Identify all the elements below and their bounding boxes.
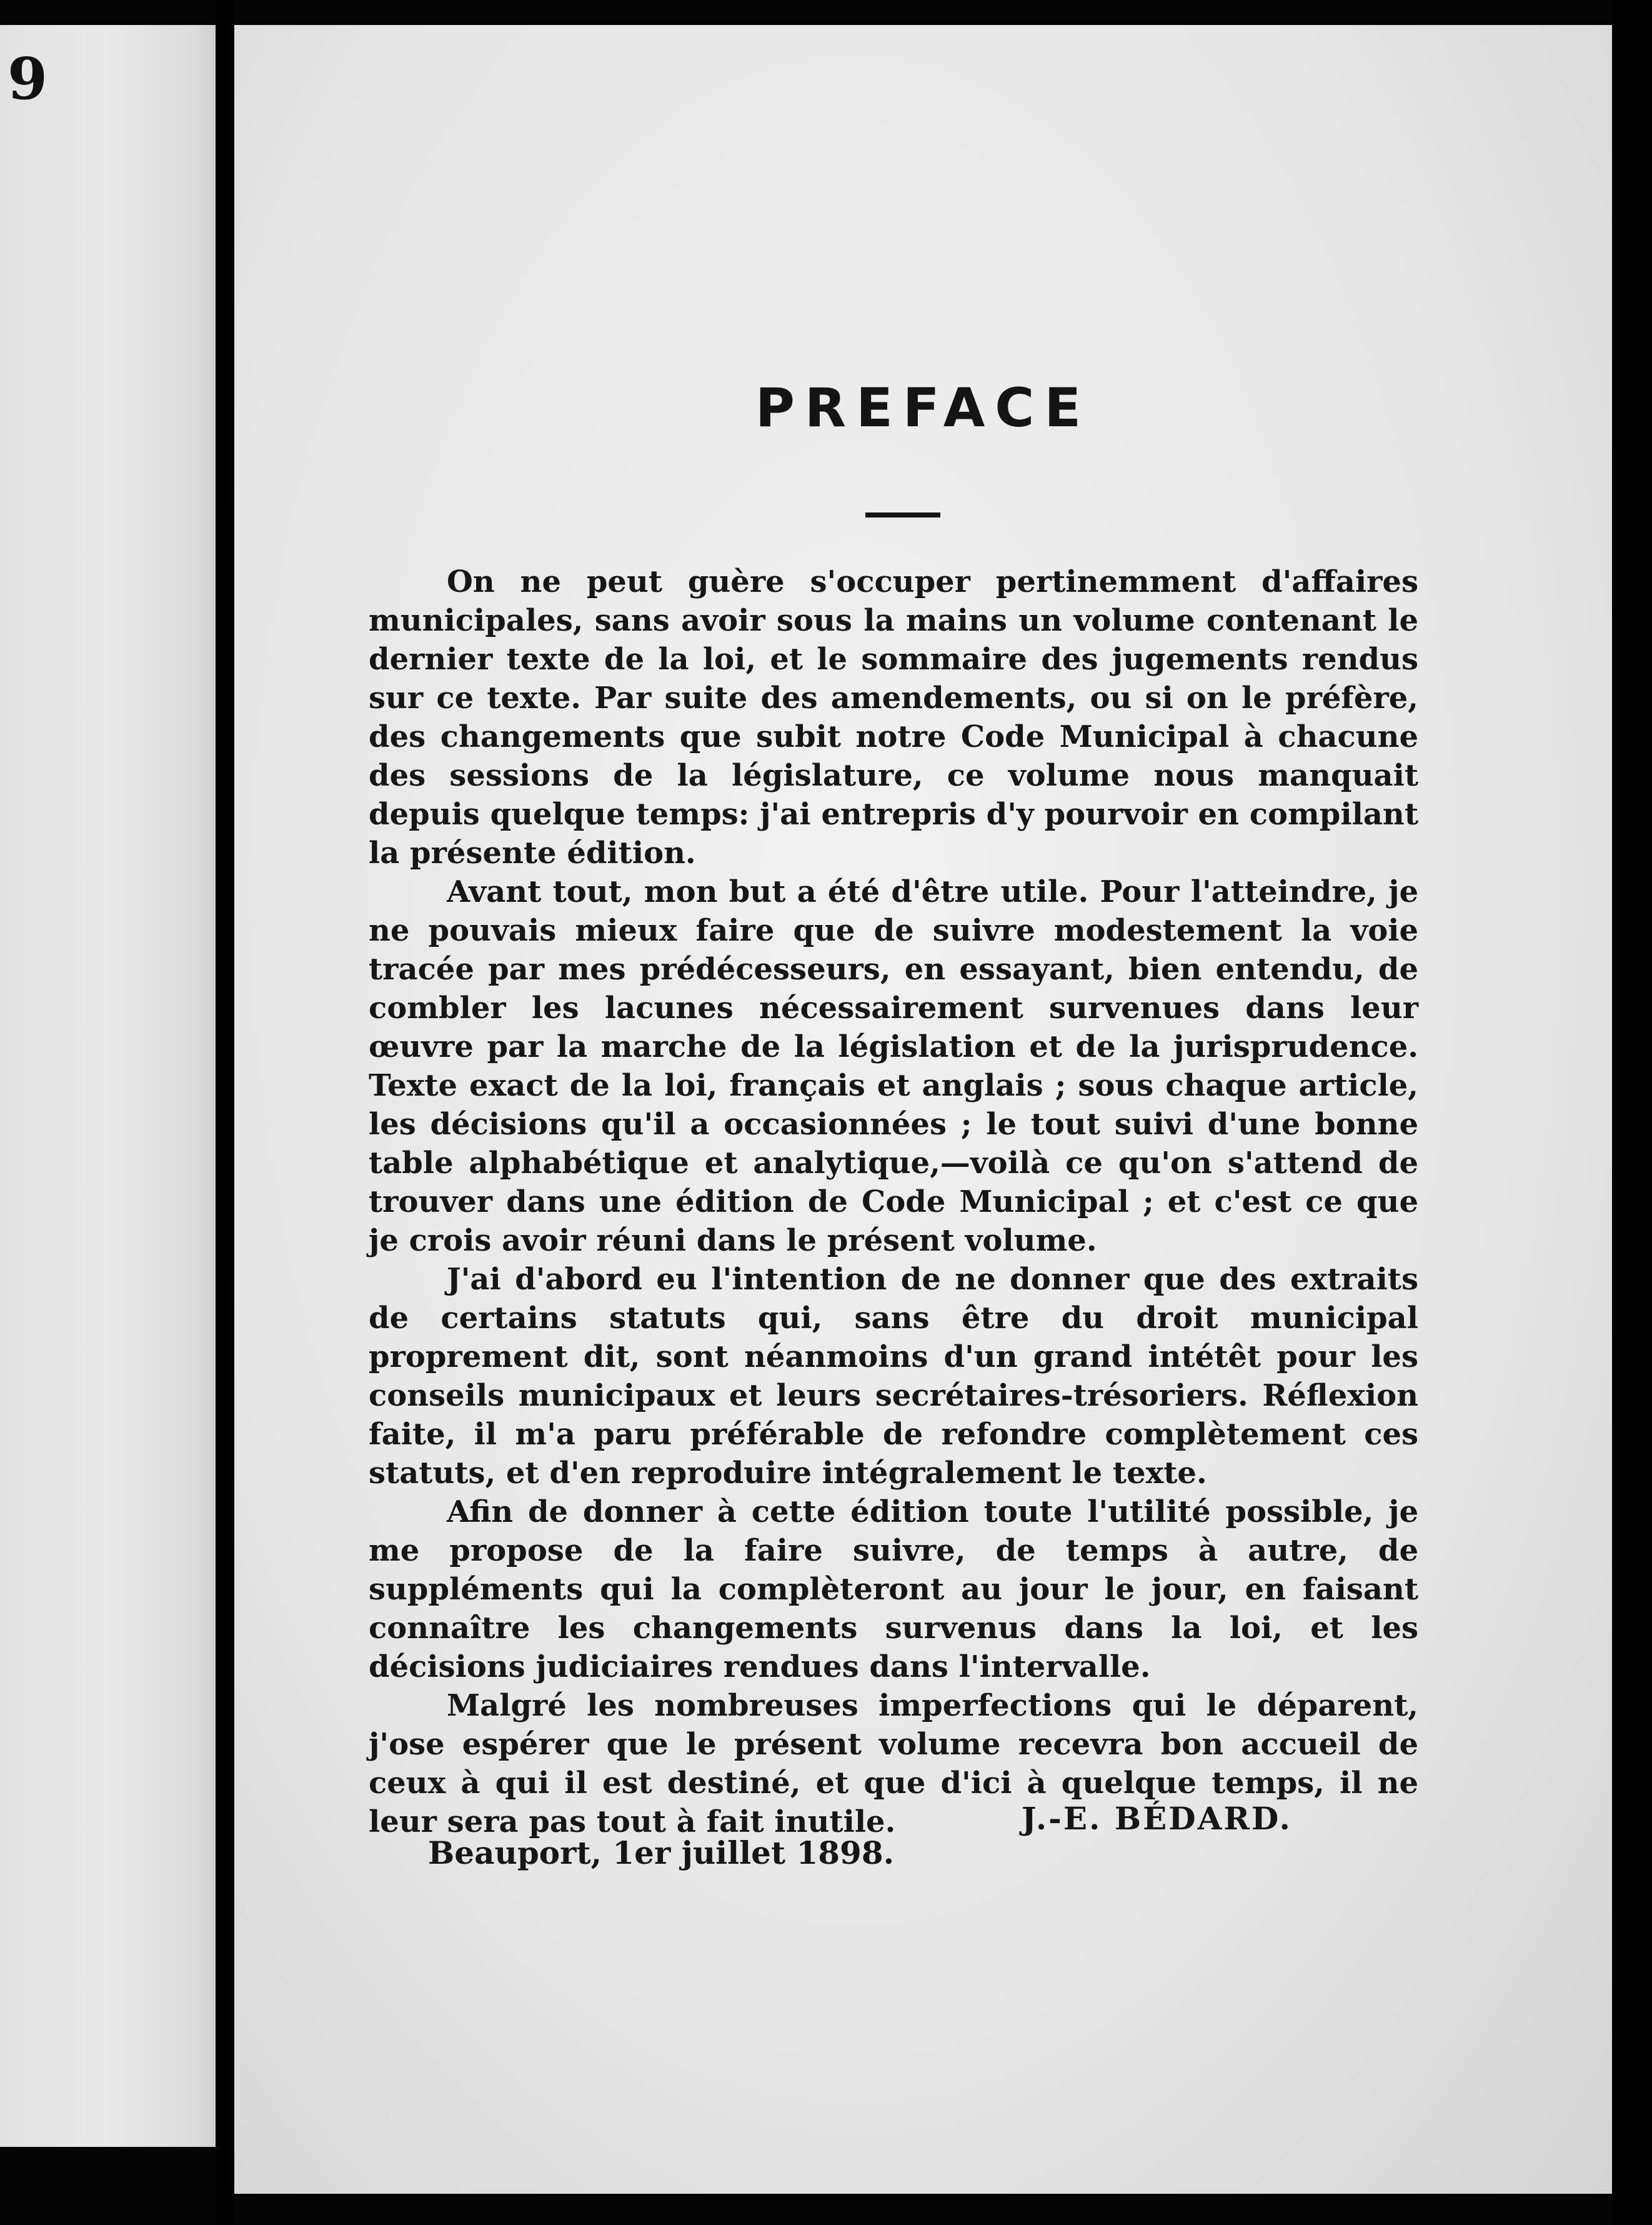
title-rule [865, 512, 940, 518]
paragraph-2: Avant tout, mon but a été d'être utile. Pour l'atteindre, je ne pouvais mieux faire que de suivre modestement la voie tracée par mes prédécesseurs, en essayant, bien entendu, de combler les lacunes nécessairement survenues dans leur œuvre par la marche de la législation et de la jurisprudence. Texte exact de la loi, français et anglais ; sous chaque article, les décisions qu'il a occasionnées ; le tout suivi d'une bonne table alphabétique et analytique,—voilà ce qu'on s'attend de trouver dans une édition de Code Municipal ; et c'est ce que je crois avoir réuni dans le présent volume. [369, 874, 1418, 1258]
main-page [234, 25, 1612, 2194]
paragraph-4: Afin de donner à cette édition toute l'utilité possible, je me propose de la faire suivre, de temps à autre, de suppléments qui la complèteront au jour le jour, en faisant connaître les changements survenus dans la loi, et les décisions judiciaires rendues dans l'intervalle. [369, 1494, 1418, 1684]
left-page-number: 9 [7, 45, 48, 112]
place-date: Beauport, 1er juillet 1898. [428, 1834, 895, 1871]
paragraph-1: On ne peut guère s'occuper pertinemment d'affaires municipales, sans avoir sous la mains un volume contenant le dernier texte de la loi, et le sommaire des jugements rendus sur ce texte. Par suite des amendements, ou si on le préfère, des changements que subit notre Code Municipal à chacune des sessions de la législature, ce volume nous manquait depuis quelque temps: j'ai entrepris d'y pourvoir en compilant la présente édition. [369, 564, 1418, 871]
right-scan-edge [1612, 0, 1652, 2225]
paragraph-3: J'ai d'abord eu l'intention de ne donner que des extraits de certains statuts qui, sans être du droit municipal proprement dit, sont néanmoins d'un grand intétêt pour les conseils municipaux et leurs secrétaires-trésoriers. Réflexion faite, il m'a paru préférable de refondre complètement ces statuts, et d'en reproduire intégralement le texte. [369, 1262, 1418, 1491]
author-signature: J.-E. BÉDARD. [1022, 1800, 1292, 1837]
left-page [0, 25, 216, 2147]
page-title: PREFACE [755, 377, 1092, 439]
page-gutter [216, 0, 234, 2225]
preface-body [369, 562, 1418, 1841]
paragraph-5: Malgré les nombreuses imperfections qui le déparent, j'ose espérer que le présent volume recevra bon accueil de ceux à qui il est destiné, et que d'ici à quelque temps, il ne leur sera pas tout à fait inutile. [369, 1688, 1418, 1839]
